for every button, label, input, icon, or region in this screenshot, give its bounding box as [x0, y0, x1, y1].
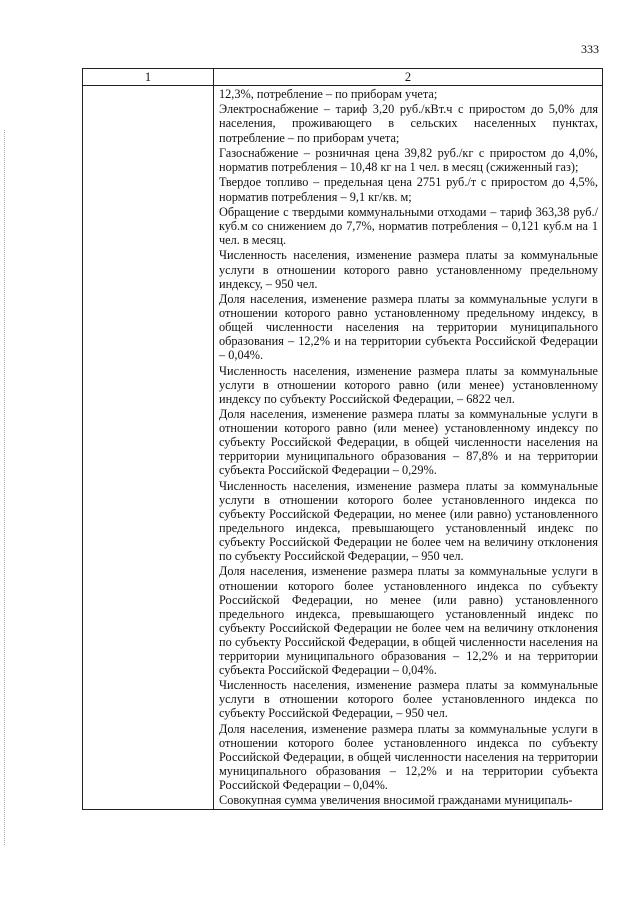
paragraph-share-above-index: Доля населения, изменение размера платы за коммунальные услуги в отношении которого более установленного индекса по субъекту Российской Федерации, в общей численности населения на территории муниципального образования – 12,2% и на территории субъекта Российской Федерации – 0,04%. [219, 721, 598, 792]
content-table [82, 68, 603, 810]
paragraph-solid-fuel: Твердое топливо – предельная цена 2751 руб./т с приростом до 4,5%, норматив потребления – 9,1 кг/кв. м; [219, 175, 598, 204]
paragraph-total-increase: Совокупная сумма увеличения вносимой гражданами муниципаль- [219, 793, 573, 808]
paragraph-gas: Газоснабжение – розничная цена 39,82 руб./кг с приростом до 4,0%, норматив потребления – 10,48 кг на 1 чел. в месяц (сжиженный газ); [219, 145, 598, 175]
paragraph-population-above-index: Численность населения, изменение размера платы за коммунальные услуги в отношении которого более установленного индекса по субъекту Российской Федерации, – 950 чел. [219, 678, 598, 721]
scan-fold-line [4, 130, 5, 845]
column-header-1: 1 [83, 69, 214, 86]
paragraph-population-above-index-within-deviation: Численность населения, изменение размера платы за коммунальные услуги в отношении которого более установленного индекса по субъекту Российской Федерации, но менее (или равно) установленного предельного индекса, превышающего установленный индекс по субъекту Российской Федерации не более чем на величину отклонения по субъекту Российской Федерации, – 950 чел. [219, 478, 598, 564]
page-number: 333 [581, 42, 599, 56]
column-1-cell [83, 86, 214, 810]
paragraph-share-equal-limit: Доля населения, изменение размера платы за коммунальные услуги в отношении которого равно установленному предельному индексу, в общей численности населения на территории муниципального образования – 12,2% и на территории субъекта Российской Федерации – 0,04%. [219, 292, 598, 363]
table-header-row [83, 69, 603, 86]
table-row [83, 86, 603, 810]
paragraph-population-equal-limit: Численность населения, изменение размера платы за коммунальные услуги в отношении которого равно установленному предельному индексу, – 950 чел. [219, 248, 598, 291]
paragraph-population-below-index: Численность населения, изменение размера платы за коммунальные услуги в отношении которого равно (или менее) установленному индексу по субъекту Российской Федерации, – 6822 чел. [219, 363, 598, 406]
paragraph-water-consumption: 12,3%, потребление – по приборам учета; [219, 87, 438, 101]
paragraph-waste: Обращение с твердыми коммунальными отходами – тариф 363,38 руб./куб.м со снижением до 7,7%, норматив потребления – 0,121 куб.м на 1 чел. в месяц. [219, 204, 598, 248]
paragraph-electricity: Электроснабжение – тариф 3,20 руб./кВт.ч с приростом до 5,0% для населения, проживающего в сельских населенных пунктах, потребление – по приборам учета; [219, 102, 598, 145]
column-header-2: 2 [214, 69, 603, 86]
column-2-cell [214, 86, 603, 810]
paragraph-share-above-index-within-deviation: Доля населения, изменение размера платы за коммунальные услуги в отношении которого более установленного индекса по субъекту Российской Федерации, но менее (или равно) установленного предельного индекса, превышающего установленный индекс по субъекту Российской Федерации не более чем на величину отклонения по субъекту Российской Федерации, в общей численности населения на территории муниципального образования – 12,2% и на территории субъекта Российской Федерации – 0,04%. [219, 564, 598, 677]
paragraph-share-below-index: Доля населения, изменение размера платы за коммунальные услуги в отношении которого равно (или менее) установленному индексу по субъекту Российской Федерации, в общей численности населения на территории муниципального образования – 87,8% и на территории субъекта Российской Федерации – 0,29%. [219, 407, 598, 478]
